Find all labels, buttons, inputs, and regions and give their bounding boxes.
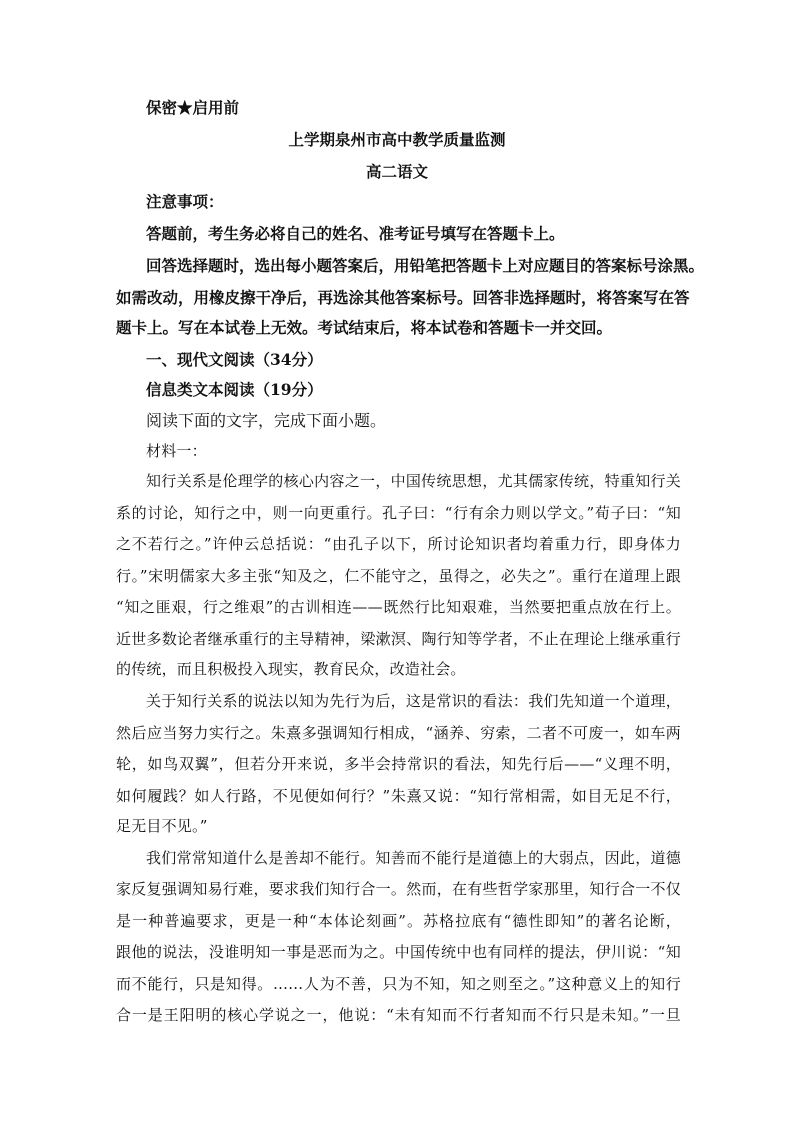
subsection-title: 信息类文本阅读（19分）	[146, 380, 323, 399]
paragraph-1-line-3: 之不若行之。”许仲云总括说：“由孔子以下，所讨论知识者均着重力行，即身体力	[116, 535, 681, 553]
section-title: 一、现代文阅读（34分）	[146, 350, 323, 369]
paragraph-1-line-5: “知之匪艰，行之维艰”的古训相连——既然行比知艰难，当然要把重点放在行上。	[116, 598, 681, 616]
notice-heading: 注意事项：	[146, 192, 224, 211]
paragraph-1-line-1: 知行关系是伦理学的核心内容之一，中国传统思想，尤其儒家传统，特重知行关	[146, 472, 681, 490]
confidential-label: 保密★启用前	[146, 98, 240, 117]
notice-item-2-line-2: 如需改动，用橡皮擦干净后，再选涂其他答案标号。回答非选择题时，将答案写在答	[116, 288, 690, 307]
paragraph-1-line-4: 行。”宋明儒家大多主张“知及之，仁不能守之，虽得之，必失之”。重行在道理上跟	[116, 567, 681, 585]
notice-item-2-line-3: 题卡上。写在本试卷上无效。考试结束后，将本试卷和答题卡一并交回。	[116, 318, 613, 337]
paragraph-3-line-2: 家反复强调知易行难，要求我们知行合一。然而，在有些哲学家那里，知行合一不仅	[116, 880, 681, 898]
exam-title: 上学期泉州市高中教学质量监测	[288, 130, 506, 149]
paragraph-2-line-3: 轮，如鸟双翼”，但若分开来说，多半会持常识的看法，知先行后——“义理不明，	[116, 755, 681, 773]
paragraph-3-line-3: 是一种普遍要求，更是一种“本体论刻画”。苏格拉底有“德性即知”的著名论断，	[116, 912, 681, 930]
paragraph-1-line-2: 系的讨论，知行之中，则一向更重行。孔子曰：“行有余力则以学文。”荀子曰：“知	[116, 504, 681, 522]
paragraph-3-line-4: 跟他的说法，没谁明知一事是恶而为之。中国传统中也有同样的提法，伊川说：“知	[116, 943, 681, 961]
paragraph-1-line-7: 的传统，而且积极投入现实，教育民众，改造社会。	[116, 660, 466, 678]
paragraph-2-line-2: 然后应当努力实行之。朱熹多强调知行相成，“涵养、穷索，二者不可废一，如车两	[116, 724, 681, 742]
notice-item-1: 答题前，考生务必将自己的姓名、准考证号填写在答题卡上。	[146, 224, 565, 243]
paragraph-2-line-4: 如何履践？如人行路，不见便如何行？”朱熹又说：“知行常相需，如目无足不行，	[116, 787, 681, 805]
subject-title: 高二语文	[365, 162, 428, 181]
notice-item-2-line-1: 回答选择题时，选出每小题答案后，用铅笔把答题卡上对应题目的答案标号涂黑。	[146, 256, 705, 275]
paragraph-2-line-5: 足无目不见。”	[116, 817, 208, 835]
paragraph-3-line-1: 我们常常知道什么是善却不能行。知善而不能行是道德上的大弱点，因此，道德	[146, 849, 681, 867]
paragraph-1-line-6: 近世多数论者继承重行的主导精神，梁漱溟、陶行知等学者，不止在理论上继承重行	[116, 630, 681, 648]
paragraph-2-line-1: 关于知行关系的说法以知为先行为后，这是常识的看法：我们先知道一个道理，	[146, 692, 681, 710]
reading-instruction: 阅读下面的文字，完成下面小题。	[146, 411, 387, 430]
paragraph-3-line-5: 而不能行，只是知得。……人为不善，只为不知，知之则至之。”这种意义上的知行	[116, 975, 681, 993]
material-label: 材料一：	[146, 442, 207, 460]
paragraph-3-line-6: 合一是王阳明的核心学说之一，他说：“未有知而不行者知而不行只是未知。”一旦	[116, 1006, 681, 1024]
